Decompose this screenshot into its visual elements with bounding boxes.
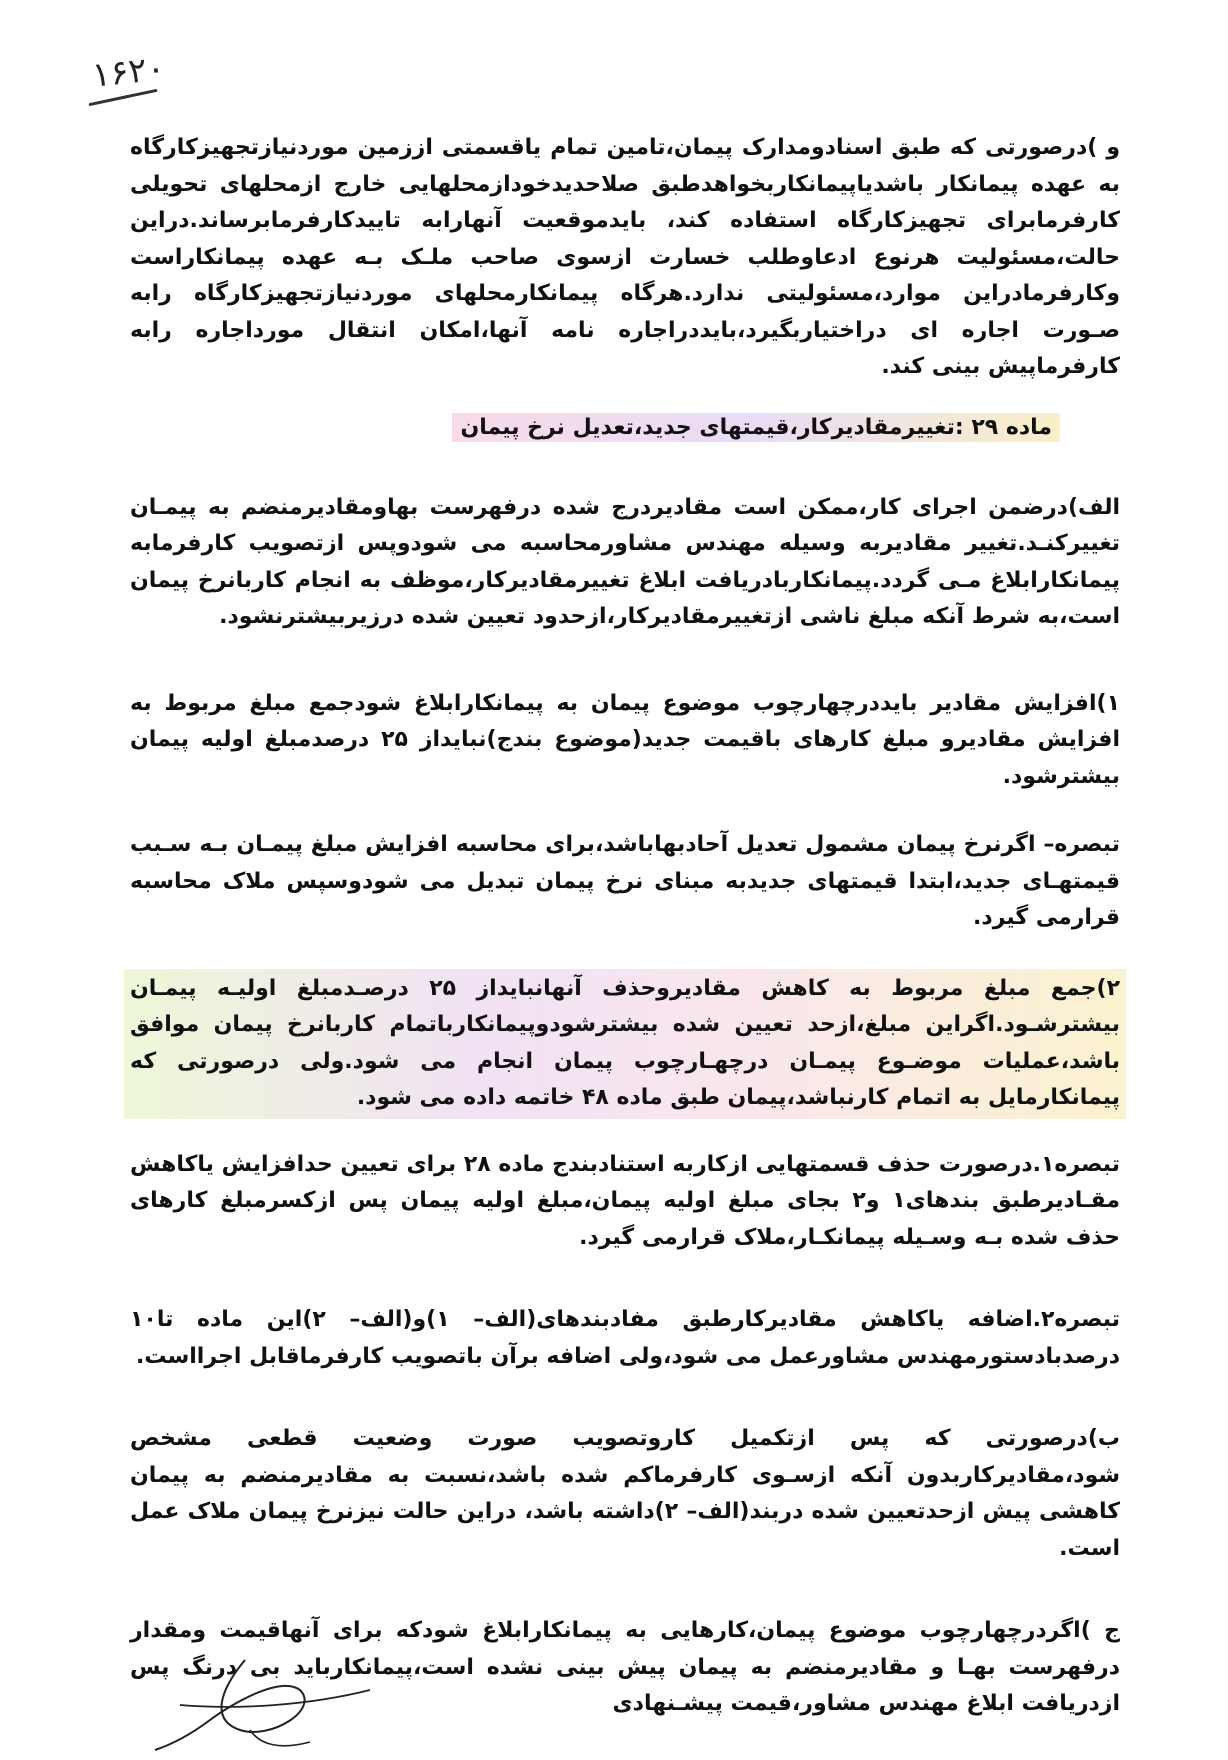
paragraph-tabsare: تبصره– اگرنرخ پیمان مشمول تعدیل آحادبهاباشد،برای محاسبه افزایش مبلغ پیمـان بـه سـبب قیمتهـای جدید،ابتدا قیمتهای جدیدبه مبنای نرخ پیمان تبدیل می شودوسپس ملاک محاسبه قرارمی گیرد.	[130, 832, 1120, 930]
article-29-heading-text: ماده ۲۹ :تغییرمقادیرکار،قیمتهای جدید،تعدیل نرخ پیمان	[452, 413, 1060, 442]
paragraph-1: ۱)افزایش مقادیر بایددرچهارچوب موضوع پیمان به پیمانکارابلاغ شودجمع مبلغ مربوط به افزایش مقادیرو مبلغ کارهای باقیمت جدید(موضوع بندج)نبایداز ۲۵ درصدمبلغ اولیه پیمان بیشترشود.	[130, 690, 1120, 789]
article-29-heading	[130, 410, 1120, 446]
document-body	[130, 130, 1120, 1723]
paragraph-be: ب)درصورتی که پس ازتکمیل کاروتصویب صورت وضعیت قطعی مشخص شود،مقادیرکاربدون آنکه ازسـوی کارفرماکم شده باشد،نسبت به مقادیرمنضم به پیمان کاهشی پیش ازحدتعیین شده دربند(الف– ۲)داشته باشد، دراین حالت نیزنرخ پیمان ملاک عمل است.	[130, 1426, 1121, 1561]
paragraph-je: ج )اگردرچهارچوب موضوع پیمان،کارهایی به پیمانکارابلاغ شودکه برای آنهاقیمت ومقدار درفهرست بهـا و مقادیرمنضم به پیمان پیش بینی نشده است،پیمانکارباید بی درنگ پس ازدریافت ابلاغ مهندس مشاور،قیمت پیشـنهادی	[130, 1618, 1120, 1716]
paragraph-vav: و )درصورتی که طبق اسنادومدارک پیمان،تامین تمام یاقسمتی اززمین موردنیازتجهیزکارگاه به عهده پیمانکار باشدیاپیمانکاربخواهدطبق صلاحدیدخودازمحلهایی خارج ازمحلهای تحویلی کارفرمابرای تجهیزکارگاه استفاده کند، بایدموقعیت آنهارابه تاییدکارفرمابرساند.دراین حالت،مسئولیت هرنوع ادعاوطلب خسارت ازسوی صاحب ملـک بـه عهده پیمانکاراست وکارفرمادراین موارد،مسئولیتی ندارد.هرگاه پیمانکارمحلهای موردنیازتجهیزکارگاه رابه صـورت اجاره ای دراختیاربگیرد،بایددراجاره نامه آنها،امکان انتقال مورداجاره رابه کارفرماپیش بینی کند.	[130, 135, 1120, 379]
page-number: ۱۶۲۰	[90, 48, 167, 96]
paragraph-alef: الف)درضمن اجرای کار،ممکن است مقادیردرج شده درفهرست بهاومقادیرمنضم به پیمـان تغییرکنـد.تغییر مقادیربه وسیله مهندس مشاورمحاسبه می شودوپس ازتصویب کارفرمابه پیمانکارابلاغ مـی گردد.پیمانکاربادریافت ابلاغ تغییرمقادیرکار،موظف به انجام کاربانرخ پیمان است،به شرط آنکه مبلغ ناشی ازتغییرمقادیرکار،ازحدود تعیین شده درزیربیشترنشود.	[130, 494, 1120, 629]
paragraph-2-highlighted: ۲)جمع مبلغ مربوط به کاهش مقادیروحذف آنهانبایداز ۲۵ درصـدمبلغ اولیـه پیمـان بیشترشـود.اگراین مبلغ،ازحد تعیین شده بیشترشودوپیمانکارباتمام کاربانرخ پیمان موافق باشد،عملیات موضـوع پیمـان درچهـارچوب پیمان انجام می شود.ولی درصورتی که پیمانکارمایل به اتمام کارنباشد،پیمان طبق ماده ۴۸ خاتمه داده می شود.	[124, 969, 1126, 1119]
paragraph-tabsare-2: تبصره۲.اضافه یاکاهش مقادیرکارطبق مفادبندهای(الف– ۱)و(الف– ۲)این ماده تا۱۰ درصدبادستورمهندس مشاورعمل می شود،ولی اضافه برآن باتصویب کارفرماقابل اجرااست.	[130, 1307, 1120, 1369]
paragraph-tabsare-1: تبصره۱.درصورت حذف قسمتهایی ازکاربه استنادبندج ماده ۲۸ برای تعیین حدافزایش یاکاهش مقـادیرطبق بندهای۱ و۲ بجای مبلغ اولیه پیمان،مبلغ اولیه پیمان پس ازکسرمبلغ کارهای حذف شده بـه وسـیله پیمانکـار،ملاک قرارمی گیرد.	[130, 1151, 1121, 1250]
signature-icon	[150, 1650, 380, 1760]
